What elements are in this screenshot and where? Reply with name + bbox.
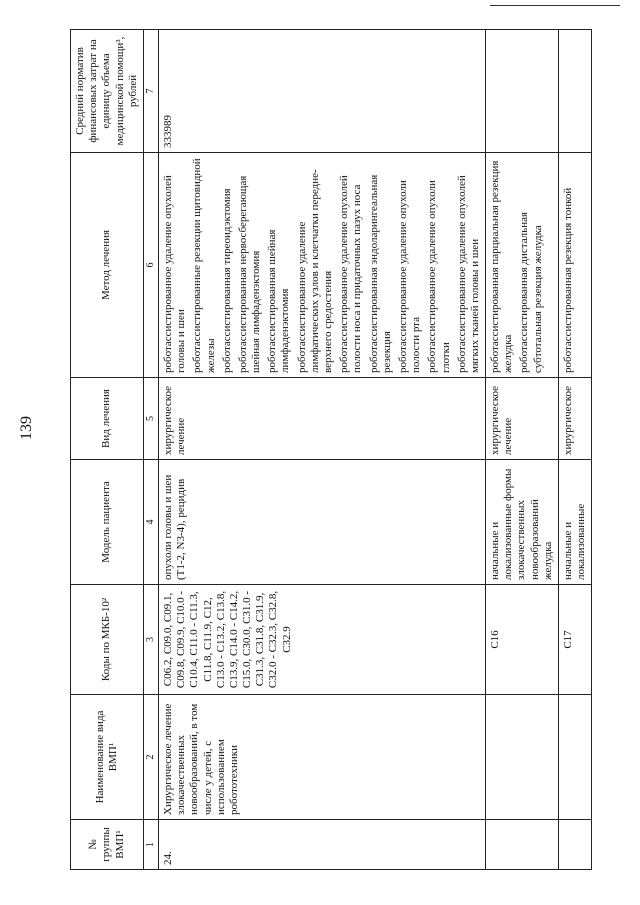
vmp-name: [486, 695, 559, 820]
method-item: роботассистированная парциальная резекция желудка: [489, 160, 515, 373]
column-number-row: [143, 30, 158, 870]
col-number: 4: [143, 460, 158, 585]
cost-value: 333989: [158, 30, 485, 153]
col-number: 2: [143, 695, 158, 820]
col-number: 6: [143, 153, 158, 378]
cost-value: [486, 30, 559, 153]
method-item: роботассистированное удаление опухоли полости рта: [396, 180, 423, 373]
vmp-table: [70, 29, 592, 870]
method-item: роботассистированное удаление лимфатических узлов и клетчатки передне-верхнего средостения: [295, 169, 334, 373]
col-number: 1: [143, 820, 158, 870]
group-number: [559, 820, 592, 870]
treatment-type: хирургическое лечение: [158, 378, 485, 460]
table-row: [158, 30, 485, 870]
header-rule: [490, 5, 620, 6]
method-item: роботассистированное удаление опухоли глотки: [426, 180, 452, 373]
method-item: роботассистированная дистальная субтотальная резекция желудка: [518, 211, 544, 373]
header-vmp-name: Наименование вида ВМП¹: [71, 695, 144, 820]
table-row: [486, 30, 559, 870]
page-number: 139: [18, 416, 35, 440]
treatment-methods: [486, 153, 559, 378]
vmp-name: [559, 695, 592, 820]
header-row: [71, 30, 144, 870]
icd-codes: С17: [559, 585, 592, 695]
header-patient-model: Модель пациента: [71, 460, 144, 585]
vmp-name: Хирургическое лечение злокачественных новообразований, в том числе у детей, с использованием робототехники: [158, 695, 485, 820]
method-item: роботассистированные резекции щитовидной железы: [191, 158, 217, 373]
method-item: роботассистированная эндоларингеальная резекция: [367, 174, 393, 373]
table-row: [559, 30, 592, 870]
patient-model: начальные и локализованные: [559, 460, 592, 585]
method-item: роботассистированное удаление опухолей мягких тканей головы и шеи: [455, 175, 481, 373]
col-number: 5: [143, 378, 158, 460]
treatment-methods: [158, 153, 485, 378]
patient-model: опухоли головы и шеи (Т1-2, N3-4), рецидив: [158, 460, 485, 585]
treatment-type: хирургическое: [559, 378, 592, 460]
header-cost-standard: Средний норматив финансовых затрат на единицу объема медицинской помощи³, рублей: [71, 30, 144, 153]
method-item: роботассистированная резекция тонкой: [562, 187, 574, 373]
treatment-methods: [559, 153, 592, 378]
header-group-number: № группы ВМП¹: [71, 820, 144, 870]
treatment-type: хирургическое лечение: [486, 378, 559, 460]
icd-codes: С16: [486, 585, 559, 695]
method-item: роботассистированное удаление опухолей полости носа и придаточных пазух носа: [338, 175, 364, 373]
patient-model: начальные и локализованные формы злокачественных новообразований желудка: [486, 460, 559, 585]
col-number: 7: [143, 30, 158, 153]
method-item: роботассистированное удаление опухолей головы и шеи: [161, 175, 188, 373]
rotated-table-sheet: [70, 30, 630, 870]
method-item: роботассистированная нервосберегающая шейная лимфаденэктомия: [236, 175, 263, 373]
header-treatment-method: Метод лечения: [71, 153, 144, 378]
group-number: 24.: [158, 820, 485, 870]
col-number: 3: [143, 585, 158, 695]
icd-codes: С06.2, С09.0, С09.1, С09.8, С09.9, С10.0 - С10.4, С11.0 - С11.3, С11.8, С11.9, С12, С13.0 - С13.2, С13.8, С13.9, С14.0 - С14.2, С15.0, С30.0, С31.0 - С31.3, С31.8, С31.9, С32.0 - С32.3, С32.8, С32.9: [158, 585, 485, 695]
method-item: роботассистированная тиреоидэктомия: [220, 188, 233, 373]
header-icd-codes: Коды по МКБ-10²: [71, 585, 144, 695]
method-item: роботассистированная шейная лимфаденэктомия: [266, 229, 292, 373]
header-treatment-type: Вид лечения: [71, 378, 144, 460]
cost-value: [559, 30, 592, 153]
group-number: [486, 820, 559, 870]
